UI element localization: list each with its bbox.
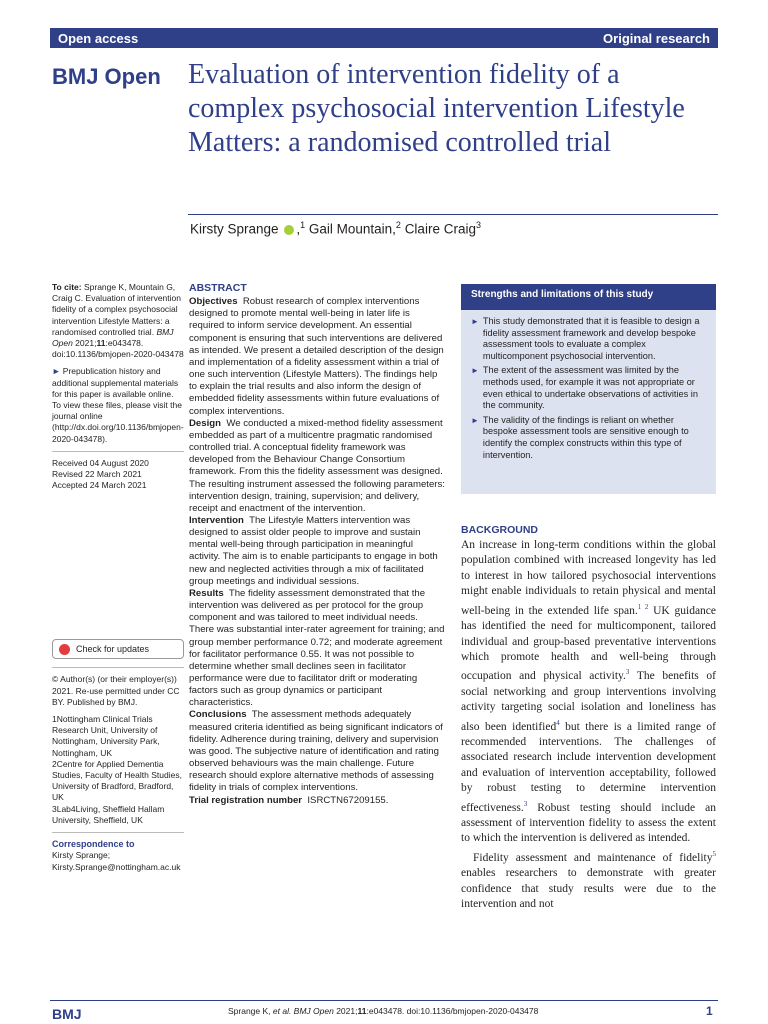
abstract-results (189, 588, 445, 710)
affiliation-2: 2Centre for Applied Dementia Studies, Faculty of Health Studies, University of Bradford, Bradford, UK (52, 758, 182, 803)
abstract-registration (189, 795, 445, 807)
top-banner (50, 28, 718, 48)
title-divider (188, 214, 718, 215)
footer-citation (228, 1006, 538, 1016)
footer-divider (50, 1000, 718, 1001)
citation-block (52, 282, 184, 360)
text: Sprange K, (228, 1006, 273, 1016)
paragraph (461, 538, 716, 847)
cite-label: To cite: (52, 282, 82, 292)
affiliation-3: 3Lab4Living, Sheffield Hallam University, Sheffield, UK (52, 803, 165, 825)
triangle-bullet-icon: ► (471, 415, 479, 425)
author-name[interactable]: Claire Craig (404, 221, 476, 237)
cite-year: 2021; (75, 338, 97, 349)
abstract-conclusions (189, 709, 445, 794)
cite-volume: 11 (96, 338, 106, 349)
reference-link[interactable]: 4 (556, 718, 560, 727)
strengths-limitations-box (461, 284, 716, 494)
section-text: The Lifestyle Matters intervention was designed to assist older people to improve and sustain mental well-being through participation in meaningful activity. The aim is to enable participants to engage in both new and neglected activities through a mix of facilitated group meetings and individual sessions. (189, 514, 438, 587)
strengths-heading: Strengths and limitations of this study (461, 284, 716, 310)
check-updates-button[interactable] (52, 639, 184, 659)
accepted-date: Accepted 24 March 2021 (52, 480, 147, 491)
text: The benefits of social networking and group interventions involving activity targeting social isolation and loneliness has also been identified (461, 670, 716, 733)
list-item (471, 365, 708, 411)
correspondence-email[interactable]: Kirsty.Sprange@nottingham.ac.uk (52, 861, 181, 872)
author-name[interactable]: Kirsty Sprange (190, 221, 279, 237)
abstract-column (189, 282, 445, 807)
affiliation-ref: 3 (475, 220, 481, 230)
divider (52, 451, 184, 452)
abstract-objectives (189, 296, 445, 418)
cite-doi: :e043478. doi:10.1136/bmjopen-2020-043478 (52, 338, 184, 360)
received-date: Received 04 August 2020 (52, 457, 149, 468)
divider (52, 832, 184, 833)
triangle-bullet-icon: ► (471, 366, 479, 376)
text: et al. BMJ Open (272, 1006, 334, 1016)
sidebar-column (52, 282, 184, 873)
list-item-text: The extent of the assessment was limited by the methods used, for example it was not appropriate or even ethical to undertake observations of activities in the community. (482, 365, 698, 411)
text: An increase in long-term conditions within the global population combined with increased longevity has led to interest in how tailored psychosocial interventions might enable individuals to retain physical and mental well-being in the extended life span. (461, 539, 716, 617)
abstract-design (189, 418, 445, 515)
open-access-label: Open access (58, 30, 139, 46)
affiliation-1: 1Nottingham Clinical Trials Research Unit, University of Nottingham, University Park, Nottingham, UK (52, 714, 160, 758)
copyright-text: © Author(s) (or their employer(s)) 2021. Re-use permitted under CC BY. Published by BMJ. (52, 674, 180, 707)
text: 11 (357, 1006, 367, 1016)
reference-link[interactable]: 1 2 (637, 602, 649, 611)
text: Fidelity assessment and maintenance of fidelity (473, 851, 713, 864)
affiliation-ref: 2 (395, 220, 401, 230)
author-list: Kirsty Sprange ,$^1$ Gail Mountain,$^2$ Claire Craig$^3$ (190, 220, 481, 237)
journal-logo: BMJ Open (52, 64, 161, 89)
prepub-text: Prepublication history and additional supplemental materials for this paper is available online. To view these files, please visit the journal online (http://dx.doi.org/10.1136/bmjopen-2020-043478). (52, 366, 184, 444)
text: but there is a limited range of recommended interventions. The challenges of associated research include intervention development and evaluation of intervention acceptability, followed by robust testing to determine intervention effectiveness. (461, 720, 716, 814)
correspondence-name: Kirsty Sprange; (52, 850, 111, 861)
reference-link[interactable]: 3 (625, 668, 630, 677)
abstract-intervention (189, 515, 445, 588)
orcid-icon[interactable] (284, 225, 294, 235)
section-text: We conducted a mixed-method fidelity assessment embedded as part of a multicentre pragmatic randomised controlled trial. A conceptual fidelity framework was developed from the Behaviour Change Consortium framework. From this the fidelity assessment was designed. The resulting instrument assessed the following parameters: intervention design, training, supervision; and delivery, receipt and enactment of the intervention. (189, 417, 445, 514)
list-item-text: The validity of the findings is reliant on whether bespoke assessment tools are sensitive enough to identify the complex constructs within this type of intervention. (482, 414, 689, 460)
section-label: Design (189, 417, 221, 429)
article-type-label: Original research (603, 30, 710, 46)
section-label: Objectives (189, 296, 238, 308)
section-text: The fidelity assessment demonstrated that the intervention was delivered as per protocol for the group component and was tailored to meet individual needs. There was substantial inter-rater agreement for training; and group member performance 0.72; and moderate agreement for facilitator performance 0.55. It was not possible to determine whether small declines seen in facilitator performance were due to facilitator drift or moderating factors such as group dynamics or participant characteristics. (189, 587, 445, 709)
strengths-list (461, 316, 716, 461)
section-label: Trial registration number (189, 794, 303, 806)
divider (52, 667, 184, 668)
list-item (471, 316, 708, 362)
section-label: Conclusions (189, 709, 247, 721)
section-text: The assessment methods adequately measured criteria identified as being significant indicators of fidelity. Adherence during training, delivery and supervision was good. The subjective nature of identification and rating observed behaviours was the main challenge. Future research should explore alternative methods of assessing fidelity in trials of complex interventions. (189, 709, 443, 794)
section-label: Intervention (189, 514, 244, 526)
text: UK guidance has identified the need for multicomponent, tailored individual and group-based preventative interventions which promote health and well-being through occupation and physical activity. (461, 604, 717, 683)
section-label: Results (189, 587, 224, 599)
background-text (461, 538, 716, 913)
list-item (471, 415, 708, 461)
background-heading: BACKGROUND (461, 524, 538, 536)
list-item-text: This study demonstrated that it is feasible to design a fidelity assessment framework and develop bespoke assessment tools to evaluate a complex multicomponent psychosocial intervention. (482, 316, 700, 361)
triangle-bullet-icon: ► (52, 366, 61, 377)
correspondence-heading: Correspondence to (52, 839, 135, 850)
abstract-heading: ABSTRACT (189, 282, 247, 294)
check-updates-label: Check for updates (76, 643, 150, 654)
paragraph (461, 847, 716, 913)
revised-date: Revised 22 March 2021 (52, 469, 142, 480)
article-title: Evaluation of intervention fidelity of a complex psychosocial intervention Lifestyle Matters: a randomised controlled trial (188, 59, 685, 158)
page-number: 1 (706, 1004, 713, 1018)
author-name[interactable]: Gail Mountain, (308, 221, 396, 237)
text: :e043478. doi:10.1136/bmjopen-2020-043478 (366, 1006, 539, 1016)
affiliation-ref: 1 (300, 220, 306, 230)
cite-journal: BMJ Open (52, 326, 174, 349)
text: 2021; (333, 1006, 358, 1016)
section-text: Robust research of complex interventions designed to promote mental well-being in later life is required to inform service development. An essential component is ensuring that such interventions are delivered as intended. We present a detailed description of the design and implementation of a fidelity assessment within a trial of one such intervention (Lifestyle Matters). The findings help to explain the trial results and also inform the design of embedded fidelity assessments within future evaluations of complex interventions. (189, 296, 444, 417)
reference-link[interactable]: 3 (523, 799, 528, 808)
text: Robust testing should include an assessment of intervention fidelity to assess the extent to which the intervention is delivered as intended. (461, 801, 716, 845)
prepub-note (52, 366, 184, 444)
text: enables researchers to demonstrate with greater confidence that study results were due to the intervention and not (461, 867, 716, 911)
cite-text: Sprange K, Mountain G, Craig C. Evaluation of intervention fidelity of a complex psychosocial intervention Lifestyle Matters: a randomised controlled trial. (52, 282, 181, 337)
triangle-bullet-icon: ► (471, 317, 479, 326)
section-text: ISRCTN67209155. (307, 794, 389, 806)
reference-link[interactable]: 5 (712, 849, 716, 858)
bmj-logo: BMJ (52, 1006, 82, 1022)
crossmark-icon (59, 644, 70, 655)
